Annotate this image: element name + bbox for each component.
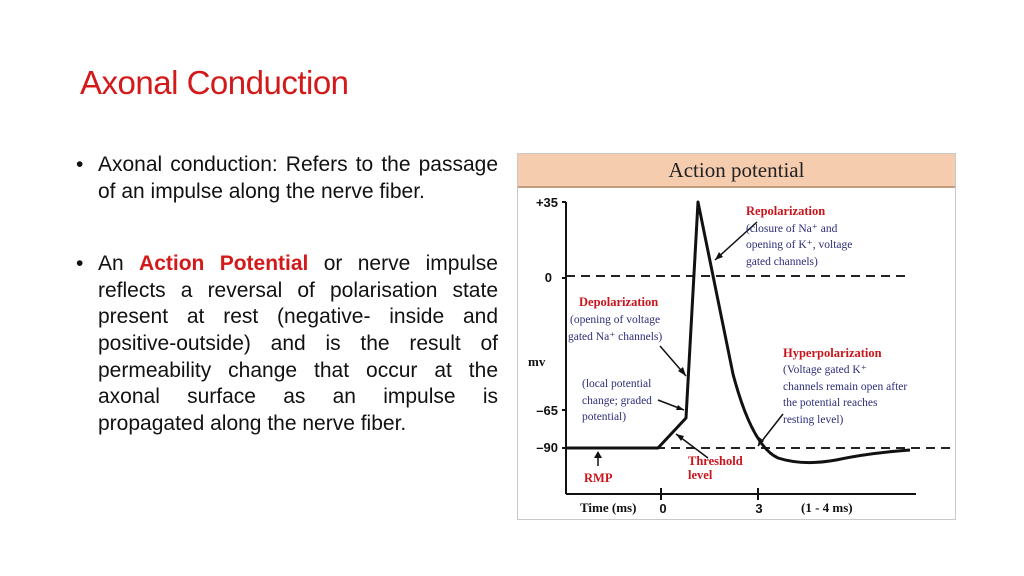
slide-title: Axonal Conduction (80, 64, 349, 101)
highlighted-term: Action Potential (139, 252, 309, 276)
depolarization-title: Depolarization (579, 295, 659, 309)
local-potential-note-line: change; graded (582, 395, 652, 407)
hyperpolarization-note-line: (Voltage gated K⁺ (783, 364, 867, 376)
y-tick-label: –90 (536, 440, 558, 455)
bullet-dot-icon: • (76, 252, 84, 276)
y-axis-label: mv (528, 354, 546, 369)
repolarization-note-line: gated channels) (746, 256, 818, 268)
y-tick-label: –65 (536, 403, 558, 418)
arrowhead-icon (676, 405, 684, 410)
y-tick-label: 0 (544, 270, 552, 285)
bullet-text: Axonal conduction: Refers to the passage of an impulse along the nerve fiber. (98, 153, 498, 203)
bullet-dot-icon: • (76, 153, 84, 176)
hyperpolarization-note-line: channels remain open after (783, 381, 908, 393)
hyperpolarization-note-line: the potential reaches (783, 397, 878, 409)
repolarization-note-line: (closure of Na⁺ and (746, 223, 838, 235)
hyperpolarization-note-line: resting level) (783, 414, 844, 426)
figure-title: Action potential (518, 154, 955, 188)
x-tick-label: 0 (659, 501, 667, 516)
y-tick-label: +35 (535, 195, 558, 210)
depolarization-note-line: (opening of voltage (570, 314, 661, 326)
depolarization-note-line: gated Na⁺ channels) (568, 331, 663, 343)
threshold-label: level (688, 468, 713, 482)
x-tick-label: 3 (755, 501, 763, 516)
action-potential-figure (517, 153, 956, 520)
x-range-note: (1 - 4 ms) (801, 500, 853, 515)
repolarization-title: Repolarization (746, 204, 826, 218)
hyperpolarization-title: Hyperpolarization (783, 346, 882, 360)
repolarization-note-line: opening of K⁺, voltage (746, 239, 853, 251)
bullet-axonal-conduction (76, 152, 498, 205)
action-potential-graph (518, 154, 955, 519)
bullet-list (76, 152, 498, 437)
threshold-label: Threshold (688, 454, 743, 468)
bullet-text-rest: or nerve impulse reflects a reversal of polarisation state present at rest (negative- inside and positive-outside) and is the result of permeability change that occur at the axonal surface as an impulse is propagated along the nerve fiber. (98, 252, 498, 435)
x-axis-label: Time (ms) (580, 500, 637, 515)
bullet-text-lead: An (98, 252, 140, 276)
rmp-label: RMP (584, 471, 613, 485)
local-potential-note-line: potential) (582, 411, 627, 423)
arrowhead-icon (594, 451, 602, 458)
local-potential-note-line: (local potential (582, 378, 652, 390)
bullet-action-potential (76, 251, 498, 437)
